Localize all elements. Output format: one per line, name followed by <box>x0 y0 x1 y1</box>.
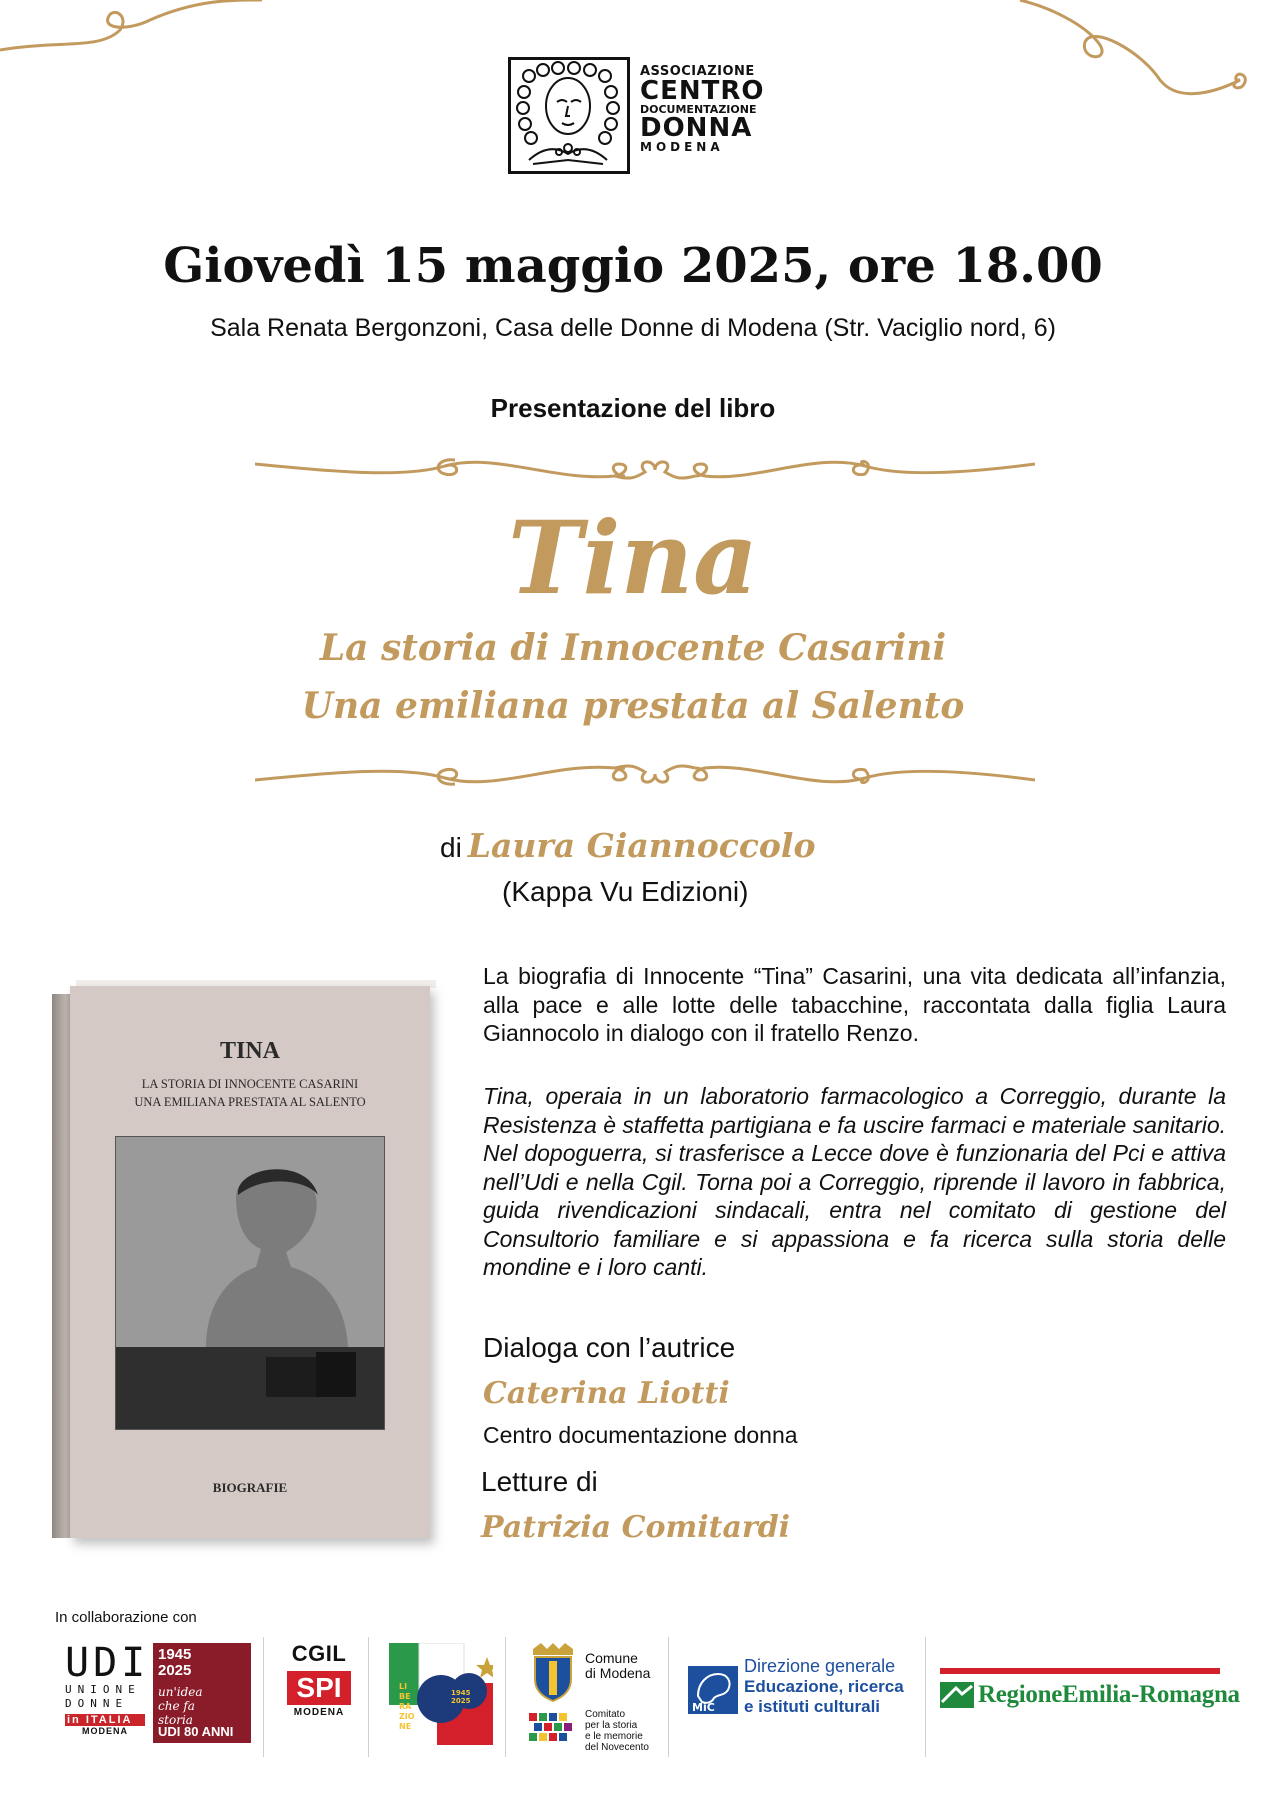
cover-subtitle-2: UNA EMILIANA PRESTATA AL SALENTO <box>134 1094 366 1109</box>
book-subtitle-2: Una emiliana prestata al Salento <box>301 685 965 727</box>
svg-text:ZIO: ZIO <box>399 1712 415 1721</box>
collaboration-label: In collaborazione con <box>55 1609 197 1626</box>
author-name: Laura Giannoccolo <box>467 826 816 865</box>
ornamental-divider-bottom <box>255 744 1035 794</box>
book-title: Tina <box>508 499 758 617</box>
event-date-time: Giovedì 15 maggio 2025, ore 18.00 <box>163 238 1103 294</box>
presentation-label: Presentazione del libro <box>490 393 776 423</box>
svg-text:RA: RA <box>399 1702 412 1711</box>
comitato-line-2: per la storia <box>585 1720 638 1731</box>
udi-80-anni-logo <box>153 1643 251 1743</box>
udi80-tagline: un'idea che fa storia <box>158 1684 203 1728</box>
svg-text:1945: 1945 <box>451 1689 471 1697</box>
svg-text:LI: LI <box>399 1682 408 1691</box>
comune-name-1: Comune <box>585 1650 638 1666</box>
readings-label: Letture di <box>481 1466 598 1497</box>
comitato-line-4: del Novecento <box>585 1742 649 1753</box>
udi80-footer: UDI 80 ANNI <box>158 1724 234 1739</box>
udi-city: MODENA <box>82 1725 128 1736</box>
comitato-line-1: Comitato <box>585 1709 626 1720</box>
mic-line-1: Direzione generale <box>744 1656 896 1676</box>
partner-divider <box>505 1637 506 1757</box>
regione-red-bar <box>940 1668 1220 1674</box>
spi-badge: SPI <box>287 1671 351 1705</box>
woman-face-emblem-icon <box>508 57 630 174</box>
partner-divider <box>263 1637 264 1757</box>
readings-reader-name: Patrizia Comitardi <box>481 1510 791 1545</box>
author-line <box>440 826 815 865</box>
event-venue: Sala Renata Bergonzoni, Casa delle Donne di Modena (Str. Vaciglio nord, 6) <box>210 314 1056 342</box>
cover-title: TINA <box>219 1038 280 1064</box>
regione-name: RegioneEmilia-Romagna <box>978 1681 1240 1708</box>
cover-subtitle <box>70 1076 430 1111</box>
mic-line-3: e istituti culturali <box>744 1696 881 1716</box>
book-front-cover <box>70 986 430 1538</box>
partner-divider <box>368 1637 369 1757</box>
partner-divider <box>668 1637 669 1757</box>
regione-emblem-icon <box>940 1682 974 1708</box>
comune-di-modena-logo <box>525 1637 665 1757</box>
logo-line-3: DOCUMENTAZIONE <box>640 103 757 116</box>
svg-text:BE: BE <box>399 1692 411 1701</box>
svg-text:NE: NE <box>399 1722 412 1731</box>
description-paragraph-1: La biografia di Innocente “Tina” Casarini, una vita dedicata all’infanzia, alla pace e alle lotte delle tabacchine, raccontata dalla figlia Laura Giannocolo in dialogo con il fratello Renzo. <box>483 963 1226 1046</box>
dialog-speaker-affiliation: Centro documentazione donna <box>483 1422 798 1448</box>
comune-crest-icon <box>525 1641 581 1757</box>
book-subtitle-1: La storia di Innocente Casarini <box>319 627 947 669</box>
logo-line-1: ASSOCIAZIONE <box>640 64 755 79</box>
mic-line-2: Educazione, ricerca <box>744 1677 904 1696</box>
comune-name-2: di Modena <box>585 1665 651 1682</box>
regione-emilia-romagna-logo <box>940 1668 1240 1712</box>
udi-line-2: DONNE <box>65 1697 129 1711</box>
liberazione-emblem-icon <box>389 1643 493 1753</box>
cover-subtitle-1: LA STORIA DI INNOCENTE CASARINI <box>141 1077 359 1091</box>
cgil-word: CGIL <box>291 1641 347 1666</box>
description-paragraph-2: Tina, operaia in un laboratorio farmacologico a Correggio, durante la Resistenza è staffetta partigiana e fa uscire farmaci e materiale sanitario. Nel dopoguerra, si trasferisce a Lecce dove è funzionaria del Pci e attiva nell’Udi e nella Cgil. Torna poi a Correggio, riprende il lavoro in fabbrica, guida rivendicazioni sindacali, entra nel comitato di gestione del Consultorio familiare e si appassiona e fa ricerca sulla storia delle mondine e i loro canti. <box>483 1083 1226 1280</box>
publisher: (Kappa Vu Edizioni) <box>502 876 749 907</box>
cgil-spi-logo <box>287 1643 351 1718</box>
udi-logo <box>65 1640 150 1736</box>
udi-acronym: UDI <box>65 1640 150 1686</box>
comitato-name <box>585 1709 649 1753</box>
comitato-line-3: e le memorie <box>585 1731 643 1742</box>
cover-series: BIOGRAFIE <box>212 1480 288 1495</box>
organizer-logo <box>508 57 768 177</box>
udi80-years <box>158 1647 246 1679</box>
mic-lines <box>744 1677 914 1716</box>
udi80-year-end: 2025 <box>158 1661 192 1679</box>
logo-line-2: CENTRO <box>640 76 765 106</box>
udi-bar: in ITALIA <box>65 1714 145 1726</box>
logo-line-4: DONNA <box>640 113 753 143</box>
udi80-year-start: 1945 <box>158 1646 192 1663</box>
author-prefix: di <box>440 832 462 863</box>
liberazione-80-logo <box>389 1643 493 1753</box>
dialog-speaker-name: Caterina Liotti <box>483 1376 730 1411</box>
mic-badge-text: MiC <box>692 1701 715 1714</box>
mic-direzione-generale-logo <box>688 1656 908 1726</box>
book-cover-image <box>52 980 434 1542</box>
udi-line-1: UNIONE <box>65 1683 141 1696</box>
comune-name <box>585 1651 650 1682</box>
organizer-name <box>640 65 764 153</box>
logo-line-5: MODENA <box>640 140 724 154</box>
mic-badge-icon <box>688 1666 738 1714</box>
ornamental-divider-top <box>255 452 1035 502</box>
spi-city: MODENA <box>293 1707 345 1718</box>
partner-divider <box>925 1637 926 1757</box>
svg-text:2025: 2025 <box>451 1697 471 1705</box>
dialog-label: Dialoga con l’autrice <box>483 1332 736 1363</box>
cover-photo-woman-portrait <box>115 1136 385 1430</box>
